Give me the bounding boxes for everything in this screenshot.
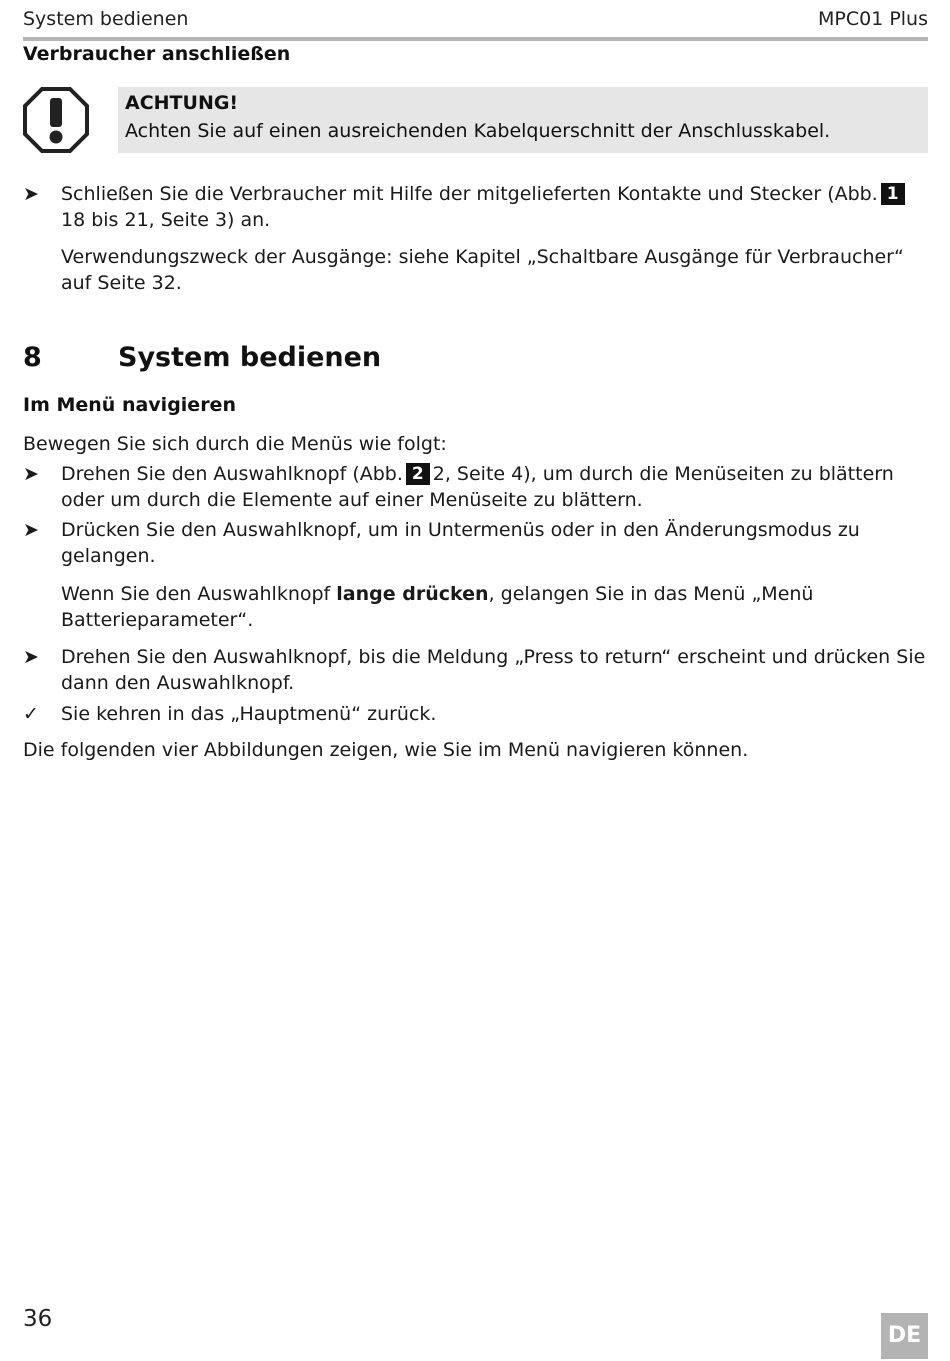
note-paragraph [61, 581, 928, 633]
step-text-part: Drehen Sie den Auswahlknopf (Abb. [61, 463, 403, 485]
arrow-bullet-icon: ➤ [23, 463, 39, 485]
outro-paragraph: Die folgenden vier Abbildungen zeigen, wie Sie im Menü navigieren können. [23, 739, 749, 761]
exclamation-octagon-icon [22, 86, 90, 154]
warning-title: ACHTUNG! [125, 92, 239, 114]
step-text [61, 181, 928, 233]
emphasis-text: lange drücken [336, 583, 489, 605]
section-heading-navigate: Im Menü navigieren [23, 394, 236, 416]
chapter-number: 8 [23, 342, 42, 373]
step-text [61, 461, 928, 513]
step-text: Drehen Sie den Auswahlknopf, bis die Meldung „Press to return“ erscheint und drücken Sie dann den Auswahlknopf. [61, 646, 926, 694]
note-text-part: , gelangen Sie in das Menü „Menü Batterieparameter“. [61, 583, 814, 631]
warning-box [118, 87, 928, 153]
running-header [23, 6, 928, 36]
figure-reference: 1 [881, 183, 905, 205]
header-product-name: MPC01 Plus [817, 8, 928, 30]
page-number: 36 [23, 1306, 53, 1332]
arrow-bullet-icon: ➤ [23, 646, 39, 668]
warning-text: Achten Sie auf einen ausreichenden Kabelquerschnitt der Anschlusskabel. [125, 120, 831, 142]
header-divider [23, 37, 928, 41]
result-text: Sie kehren in das „Hauptmenü“ zurück. [61, 703, 437, 725]
note-text-part: Wenn Sie den Auswahlknopf [61, 583, 331, 605]
figure-reference: 2 [406, 463, 430, 485]
step-text: Drücken Sie den Auswahlknopf, um in Untermenüs oder in den Änderungsmodus zu gelangen. [61, 519, 860, 567]
step-text-part: 2, Seite 4), um durch die Menüseiten zu blättern oder um durch die Elemente auf einer Menüseite zu blättern. [61, 463, 894, 511]
arrow-bullet-icon: ➤ [23, 183, 39, 205]
step-text-part: Schließen Sie die Verbraucher mit Hilfe der mitgelieferten Kontakte und Stecker (Abb. [61, 183, 878, 205]
language-badge: DE [881, 1313, 928, 1359]
note-paragraph: Verwendungszweck der Ausgänge: siehe Kapitel „Schaltbare Ausgänge für Verbraucher“ auf Seite 32. [61, 246, 904, 294]
intro-paragraph: Bewegen Sie sich durch die Menüs wie folgt: [23, 433, 447, 455]
section-heading-connect: Verbraucher anschließen [23, 43, 291, 65]
header-section-title: System bedienen [23, 8, 189, 30]
chapter-title: System bedienen [118, 342, 382, 373]
checkmark-icon: ✓ [23, 703, 39, 725]
arrow-bullet-icon: ➤ [23, 519, 39, 541]
step-text-part: 18 bis 21, Seite 3) an. [61, 209, 271, 231]
